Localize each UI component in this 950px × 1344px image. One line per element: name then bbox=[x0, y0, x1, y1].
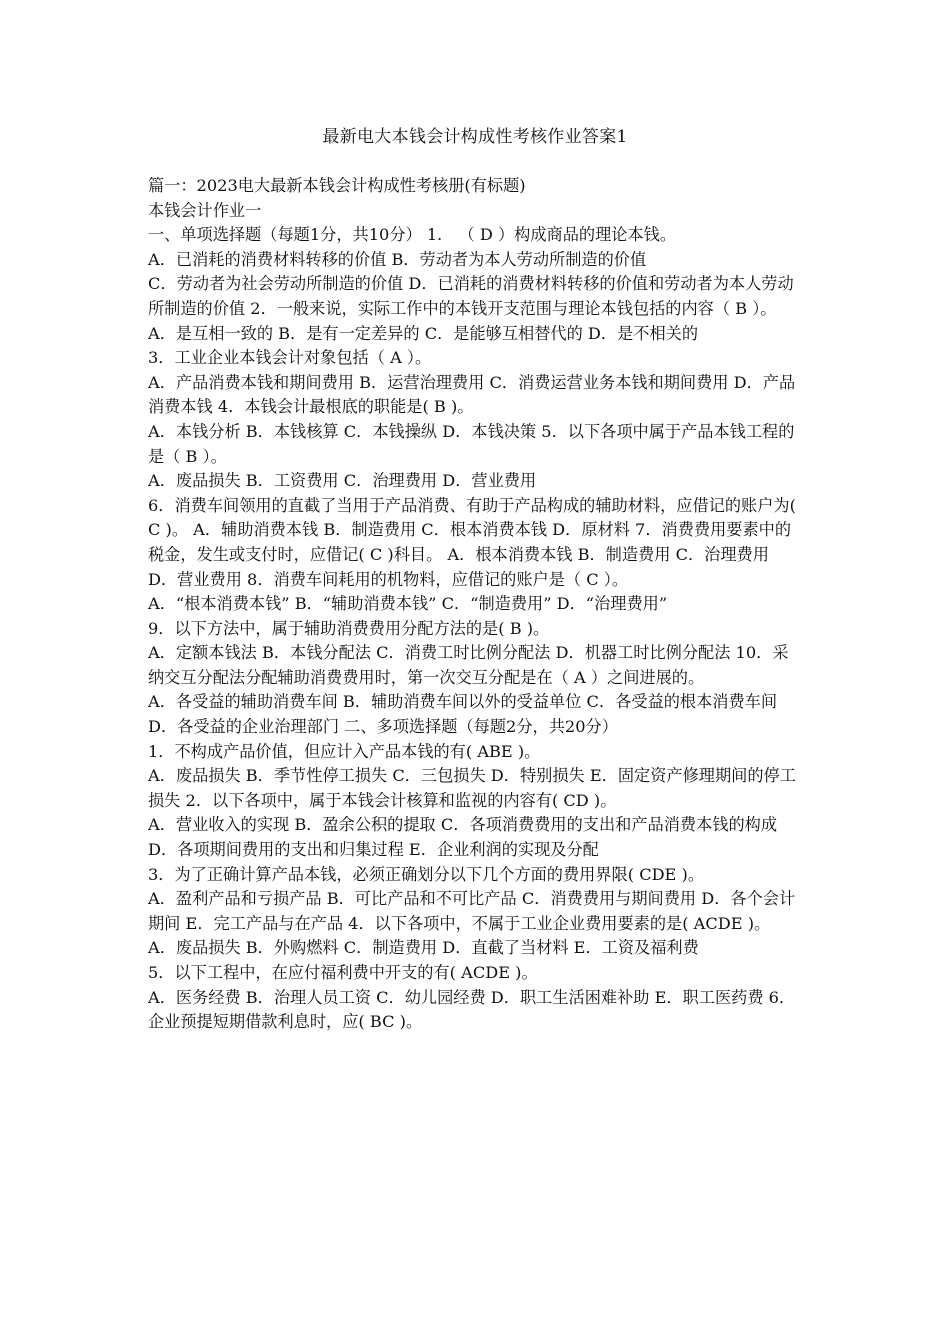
paragraph: A．废品损失 B．外购燃料 C．制造费用 D．直截了当材料 E．工资及福利费 bbox=[148, 938, 699, 958]
paragraph: 6．消费车间领用的直截了当用于产品消费、有助于产品构成的辅助材料，应借记的账户为( C )。 A．辅助消费本钱 B．制造费用 C．根本消费本钱 D．原材料 7．消费费用要素中的税金，发生或支付时，应借记( C )科目。 A．根本消费本钱 B．制造费用 C．治理费用 D．营业费用 8．消费车间耗用的机物料，应借记的账户是（ C ）。 bbox=[148, 495, 796, 589]
paragraph: A．产品消费本钱和期间费用 B．运营治理费用 C．消费运营业务本钱和期间费用 D．产品消费本钱 4．本钱会计最根底的职能是( B )。 bbox=[148, 372, 796, 417]
paragraph: A．废品损失 B．工资费用 C．治理费用 D．营业费用 bbox=[148, 471, 537, 491]
paragraph: 一、单项选择题（每题1分，共10分） 1． （ D ）构成商品的理论本钱。 bbox=[148, 225, 677, 245]
paragraph: 1．不构成产品价值，但应计入产品本钱的有( ABE )。 bbox=[148, 741, 541, 761]
paragraph: A．定额本钱法 B．本钱分配法 C．消费工时比例分配法 D．机器工时比例分配法 10．采纳交互分配法分配辅助消费费用时，第一次交互分配是在（ A ）之间进展的。 bbox=[148, 643, 789, 687]
paragraph: A．“根本消费本钱” B．“辅助消费本钱” C．“制造费用” D．“治理费用” bbox=[148, 594, 668, 614]
paragraph: A．是互相一致的 B．是有一定差异的 C．是能够互相替代的 D．是不相关的 bbox=[148, 323, 699, 343]
paragraph: 3．工业企业本钱会计对象包括（ A ）。 bbox=[148, 348, 432, 368]
document-body bbox=[148, 174, 802, 1035]
paragraph: A．营业收入的实现 B．盈余公积的提取 C．各项消费费用的支出和产品消费本钱的构成 D．各项期间费用的支出和归集过程 E．企业利润的实现及分配 bbox=[148, 815, 778, 860]
paragraph: 5．以下工程中，在应付福利费中开支的有( ACDE )。 bbox=[148, 963, 538, 982]
paragraph: 9．以下方法中，属于辅助消费费用分配方法的是( B )。 bbox=[148, 618, 550, 638]
paragraph: A．医务经费 B．治理人员工资 C．幼儿园经费 D．职工生活困难补助 E．职工医药费 6．企业预提短期借款利息时，应( BC )。 bbox=[148, 987, 796, 1032]
paragraph: 3．为了正确计算产品本钱，必须正确划分以下几个方面的费用界限( CDE )。 bbox=[148, 864, 705, 884]
paragraph: A．废品损失 B．季节性停工损失 C．三包损失 D．特别损失 E．固定资产修理期间的停工损失 2．以下各项中，属于本钱会计核算和监视的内容有( CD )。 bbox=[148, 766, 796, 810]
paragraph: A．已消耗的消费材料转移的价值 B．劳动者为本人劳动所制造的价值 bbox=[148, 249, 647, 269]
paragraph: A．盈利产品和亏损产品 B．可比产品和不可比产品 C．消费费用与期间费用 D．各个会计期间 E．完工产品与在产品 4．以下各项中，不属于工业企业费用要素的是( ACDE )。 bbox=[148, 889, 796, 933]
paragraph: 篇一：2023电大最新本钱会计构成性考核册(有标题) bbox=[148, 176, 526, 195]
document-page bbox=[148, 124, 802, 1035]
paragraph: C．劳动者为社会劳动所制造的价值 D．已消耗的消费材料转移的价值和劳动者为本人劳动所制造的价值 2．一般来说，实际工作中的本钱开支范围与理论本钱包括的内容（ B ）。 bbox=[148, 274, 794, 318]
paragraph: A．本钱分析 B．本钱核算 C．本钱操纵 D．本钱决策 5．以下各项中属于产品本钱工程的是（ B ）。 bbox=[148, 421, 795, 466]
document-title: 最新电大本钱会计构成性考核作业答案1 bbox=[322, 127, 628, 147]
paragraph: A．各受益的辅助消费车间 B．辅助消费车间以外的受益单位 C．各受益的根本消费车间 D．各受益的企业治理部门 二、多项选择题（每题2分，共20分） bbox=[148, 692, 778, 737]
paragraph: 本钱会计作业一 bbox=[148, 200, 262, 220]
